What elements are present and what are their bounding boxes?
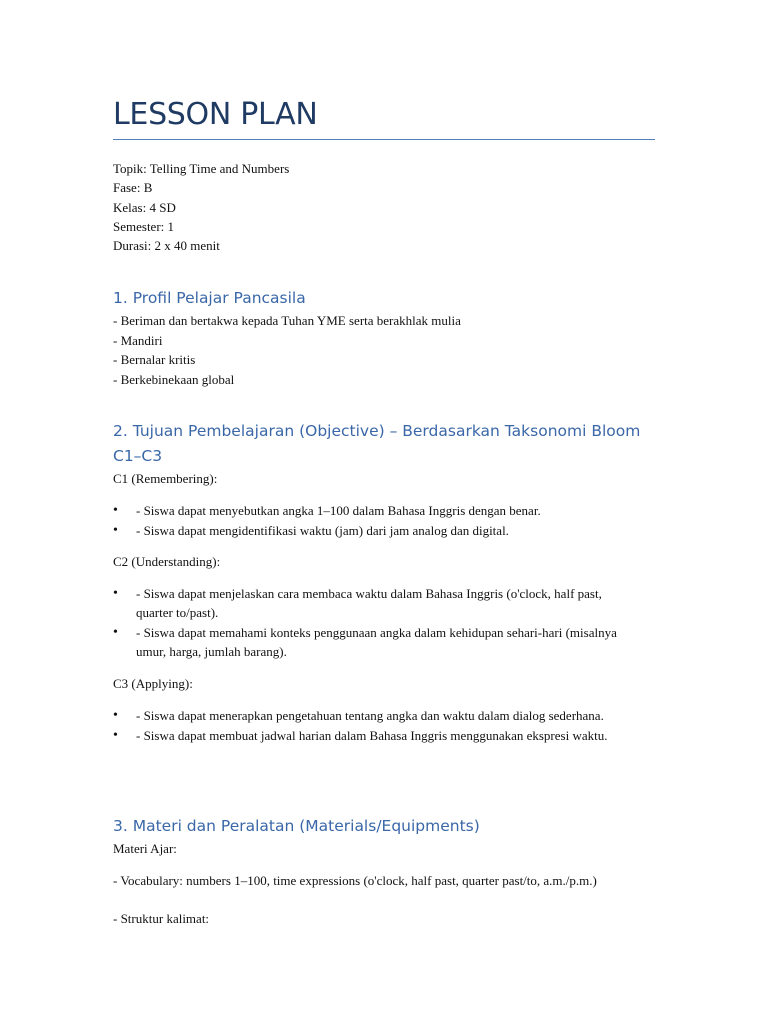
meta-semester: Semester: 1 xyxy=(113,218,175,234)
list-item xyxy=(113,623,633,661)
bullet-icon: • xyxy=(113,523,118,538)
list-item xyxy=(113,706,633,725)
list-item xyxy=(113,726,633,745)
lesson-meta xyxy=(113,159,289,255)
meta-fase: Fase: B xyxy=(113,180,153,196)
section-heading-tujuan: 2. Tujuan Pembelajaran (Objective) – Berdasarkan Taksonomi Bloom C1–C3 xyxy=(113,422,641,465)
title-divider xyxy=(113,139,655,140)
list-item-text: - Siswa dapat membuat jadwal harian dalam Bahasa Inggris menggunakan ekspresi waktu. xyxy=(136,728,608,743)
bullet-icon: • xyxy=(113,503,118,518)
materi-ajar-label: Materi Ajar: xyxy=(113,841,177,856)
c3-label: C3 (Applying): xyxy=(113,676,193,691)
profil-list xyxy=(113,311,655,389)
bullet-icon: • xyxy=(113,728,118,743)
list-item xyxy=(113,501,633,520)
list-item-text: - Siswa dapat menerapkan pengetahuan tentang angka dan waktu dalam dialog sederhana. xyxy=(136,708,604,723)
profil-item: - Beriman dan bertakwa kepada Tuhan YME serta berakhlak mulia xyxy=(113,313,461,328)
materi-struktur: - Struktur kalimat: xyxy=(113,911,210,926)
list-item-text: - Siswa dapat mengidentifikasi waktu (jam) dari jam analog dan digital. xyxy=(136,523,509,538)
materi-vocab: - Vocabulary: numbers 1–100, time expressions (o'clock, half past, quarter past/to, a.m./p.m.) xyxy=(113,873,597,888)
meta-topik: Topik: Telling Time and Numbers xyxy=(113,161,290,176)
meta-kelas: Kelas: 4 SD xyxy=(113,199,176,215)
list-item xyxy=(113,521,633,540)
section-heading-profil: 1. Profil Pelajar Pancasila xyxy=(113,289,306,307)
section-heading-materi: 3. Materi dan Peralatan (Materials/Equipments) xyxy=(113,817,480,835)
bullet-icon: • xyxy=(113,708,118,723)
bullet-icon: • xyxy=(113,586,118,601)
list-item-text: - Siswa dapat menyebutkan angka 1–100 dalam Bahasa Inggris dengan benar. xyxy=(136,503,541,518)
bullet-icon: • xyxy=(113,625,118,640)
c2-label: C2 (Understanding): xyxy=(113,554,221,569)
c1-label: C1 (Remembering): xyxy=(113,471,218,486)
c3-list xyxy=(113,706,633,746)
document-title: LESSON PLAN xyxy=(113,97,318,132)
profil-item: - Mandiri xyxy=(113,332,163,348)
list-item xyxy=(113,584,633,622)
profil-item: - Bernalar kritis xyxy=(113,352,196,367)
meta-durasi: Durasi: 2 x 40 menit xyxy=(113,238,220,254)
c2-list xyxy=(113,584,633,662)
c1-list xyxy=(113,501,633,541)
list-item-text: - Siswa dapat memahami konteks penggunaan angka dalam kehidupan sehari-hari (misalnya umur, harga, jumlah barang). xyxy=(136,625,617,659)
list-item-text: - Siswa dapat menjelaskan cara membaca waktu dalam Bahasa Inggris (o'clock, half past, quarter to/past). xyxy=(136,586,602,620)
profil-item: - Berkebinekaan global xyxy=(113,371,235,387)
